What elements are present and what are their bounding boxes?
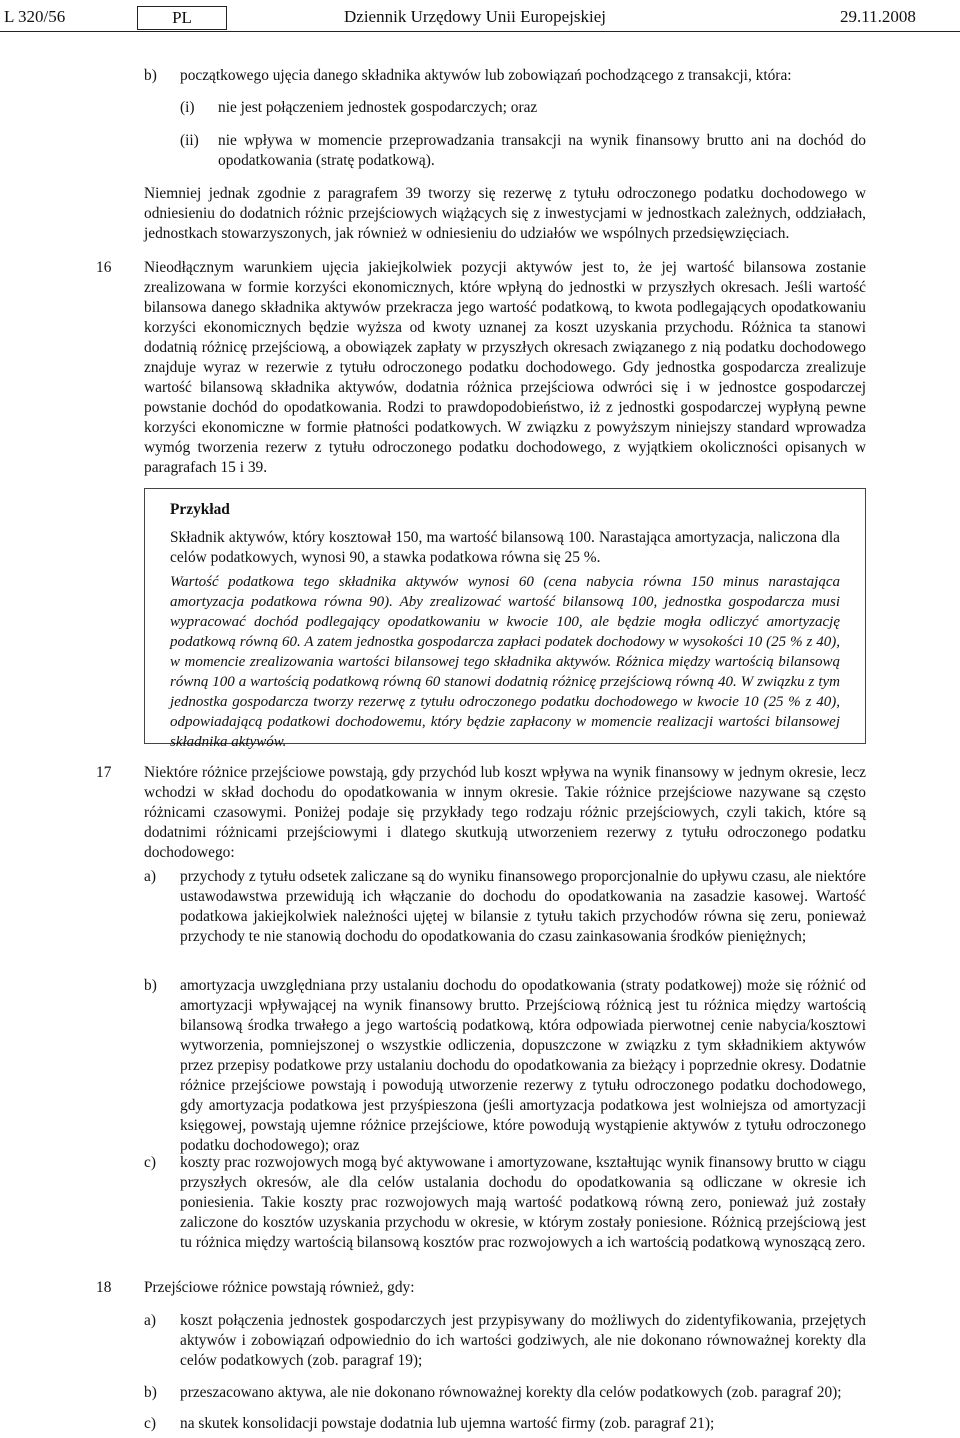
clause-b-text: początkowego ujęcia danego składnika aktywów lub zobowiązań pochodzącego z transakcji, która:: [180, 67, 792, 84]
example-title: Przykład: [170, 501, 230, 518]
paragraph-17-text: Niektóre różnice przejściowe powstają, gdy przychód lub koszt wpływa na wynik finansowy w jednym okresie, lecz wchodzi w skład dochodu do opodatkowania w innym okresie. Takie różnice przejściowe nazywane są często różnicami czasowymi. Poniżej podaje się przykłady tego rodzaju różnic przejściowych, czyli takich, które są dodatnimi różnicami przejściowymi i dlatego skutkują utworzeniem rezerwy z tytułu odroczonego podatku dochodowego:: [144, 764, 866, 861]
paragraph-18-item-b-label: b): [144, 1384, 157, 1401]
paragraph-17-item-a-label: a): [144, 868, 156, 885]
clause-b-i-text: nie jest połączeniem jednostek gospodarczych; oraz: [218, 99, 538, 116]
paragraph-17-item-a-text: przychody z tytułu odsetek zaliczane są do wyniku finansowego proporcjonalnie do upływu czasu, ale niektóre ustawodawstwa przewidują ich włączanie do dochodu do opodatkowania na zasadzie kasowej. Wartość podatkowa jakiejkolwiek należności ujętej w bilansie z tytułu takich przychodów równa się zeru, ponieważ przychody te nie stanowią dochodu do opodatkowania do czasu zainkasowania środków pieniężnych;: [180, 868, 866, 945]
paragraph-17-number: 17: [96, 764, 112, 781]
example-intro: Składnik aktywów, który kosztował 150, ma wartość bilansową 100. Narastająca amortyzacja, naliczona dla celów podatkowych, wynosi 90, a stawka podatkowa równa się 25 %.: [170, 529, 840, 566]
clause-b-i-label: (i): [180, 99, 195, 116]
paragraph-17-item-c-text: koszty prac rozwojowych mogą być aktywowane i amortyzowane, kształtując wynik finansowy brutto w ciągu przyszłych okresów, ale dla celów ustalania dochodu do opodatkowania są odliczane w okresie ich poniesienia. Takie koszty prac rozwojowych mają wartość podatkową równą zero, ponieważ już zostały zaliczone do kosztów uzyskania przychodu w okresie, w którym zostały poniesione. Różnicą przejściową jest tu różnica między wartością bilansową kosztów prac rozwojowych a ich wartością podatkową wynoszącą zero.: [180, 1154, 866, 1251]
paragraph-17-item-c-label: c): [144, 1154, 156, 1171]
nevertheless-paragraph: Niemniej jednak zgodnie z paragrafem 39 tworzy się rezerwę z tytułu odroczonego podatku dochodowego w odniesieniu do dodatnich różnic przejściowych wiążących się z inwestycjami w jednostkach zależnych, oddziałach, jednostkach stowarzyszonych, jak również w odniesieniu do udziałów we wspólnych przedsięwzięciach.: [144, 185, 866, 242]
paragraph-18-item-a-label: a): [144, 1312, 156, 1329]
journal-title: Dziennik Urzędowy Unii Europejskiej: [344, 7, 607, 26]
paragraph-18-item-a-text: koszt połączenia jednostek gospodarczych jest przypisywany do możliwych do zidentyfikowania, przejętych aktywów i zobowiązań odpowiednio do ich wartości godziwych, ale nie dokonano równoważnej korekty dla celów podatkowych (zob. paragraf 19);: [180, 1312, 866, 1369]
example-body: Wartość podatkowa tego składnika aktywów wynosi 60 (cena nabycia równa 150 minus narastająca amortyzacja podatkowa równa 90). Aby zrealizować wartość bilansową 100, jednostka gospodarcza musi wypracować dochód podlegający opodatkowaniu w kwocie 100, ale będzie mogła odliczyć amortyzację podatkową równą 60. A zatem jednostka gospodarcza zapłaci podatek dochodowy w wysokości 10 (25 % z 40), w momencie zrealizowania wartości bilansowej tego składnika aktywów. Różnica między wartością bilansową równą 100 a wartością podatkową równą 60 stanowi dodatnią różnicę przejściową równą 40. W związku z tym jednostka gospodarcza tworzy rezerwę z tytułu odroczonego podatku dochodowego w kwocie 10 (25 % z 40), odpowiadającą podatkowi dochodowemu, który będzie zapłacony w momencie realizacji wartości bilansowej składnika aktywów.: [170, 574, 840, 750]
paragraph-16-text: Nieodłącznym warunkiem ujęcia jakiejkolwiek pozycji aktywów jest to, że jej wartość bilansowa zostanie zrealizowana w formie korzyści ekonomicznych, które wpłyną do jednostki w przyszłych okresach. Jeśli wartość bilansowa danego składnika aktywów przekracza jego wartość podatkową, to kwota podlegających opodatkowaniu korzyści ekonomicznych będzie wyższa od kwoty uznanej za koszt uzyskania przychodu. Różnica ta stanowi dodatnią różnicę przejściową, a obowiązek zapłaty w przyszłych okresach związanego z nią podatku dochodowego znajduje wyraz w rezerwie z tytułu odroczonego podatku dochodowego. Gdy jednostka gospodarcza zrealizuje wartość bilansową składnika aktywów, dodatnia różnica przejściowa odwróci się i w jednostce gospodarczej powstanie dochód do opodatkowania. Rodzi to prawdopodobieństwo, iż z jednostki gospodarczej wypłyną pewne korzyści ekonomiczne w formie płatności podatkowych. W związku z powyższym niniejszy standard wprowadza wymóg tworzenia rezerw z tytułu odroczonego podatku dochodowego, z wyjątkiem okoliczności opisanych w paragrafach 15 i 39.: [144, 259, 866, 476]
paragraph-16-number: 16: [96, 259, 112, 276]
publication-date: 29.11.2008: [840, 7, 916, 26]
paragraph-18-item-b-text: przeszacowano aktywa, ale nie dokonano równoważnej korekty dla celów podatkowych (zob. paragraf 20);: [180, 1384, 842, 1401]
page-header: [0, 4, 960, 30]
clause-b-ii-label: (ii): [180, 132, 199, 149]
clause-b-label: b): [144, 67, 157, 84]
paragraph-17-item-b-label: b): [144, 977, 157, 994]
paragraph-18-item-c-label: c): [144, 1415, 156, 1432]
clause-b-ii-text: nie wpływa w momencie przeprowadzania transakcji na wynik finansowy brutto ani na dochód do opodatkowania (stratę podatkową).: [218, 132, 866, 169]
header-divider: [0, 31, 960, 32]
paragraph-18-item-c-text: na skutek konsolidacji powstaje dodatnia lub ujemna wartość firmy (zob. paragraf 21);: [180, 1415, 715, 1432]
paragraph-17-item-b-text: amortyzacja uwzględniana przy ustalaniu dochodu do opodatkowania (straty podatkowej) może się różnić od amortyzacji wpływającej na wynik finansowy brutto. Przejściową różnicą jest tu różnica między wartością bilansową środka trwałego a jego wartością podatkową, która odpowiada pierwotnej cenie nabycia/kosztowi wytworzenia, pomniejszonej o wszystkie odliczenia, dopuszczone w związku z tym składnikiem aktywów przez przepisy podatkowe przy ustalaniu dochodu do opodatkowania za bieżący i poprzednie okresy. Dodatnie różnice przejściowe powstają i powodują utworzenie rezerwy z tytułu odroczonego podatku dochodowego, gdy amortyzacja podatkowa jest przyśpieszona (jeśli amortyzacja podatkowa jest wolniejsza od amortyzacji księgowej, powstają ujemne różnice przejściowe, które powodują wystąpienie aktywów z tytułu odroczonego podatku dochodowego); oraz: [180, 977, 866, 1154]
language-badge: PL: [137, 6, 227, 30]
page-reference: L 320/56: [4, 7, 66, 26]
paragraph-18-text: Przejściowe różnice powstają również, gdy:: [144, 1279, 415, 1296]
paragraph-18-number: 18: [96, 1279, 112, 1296]
